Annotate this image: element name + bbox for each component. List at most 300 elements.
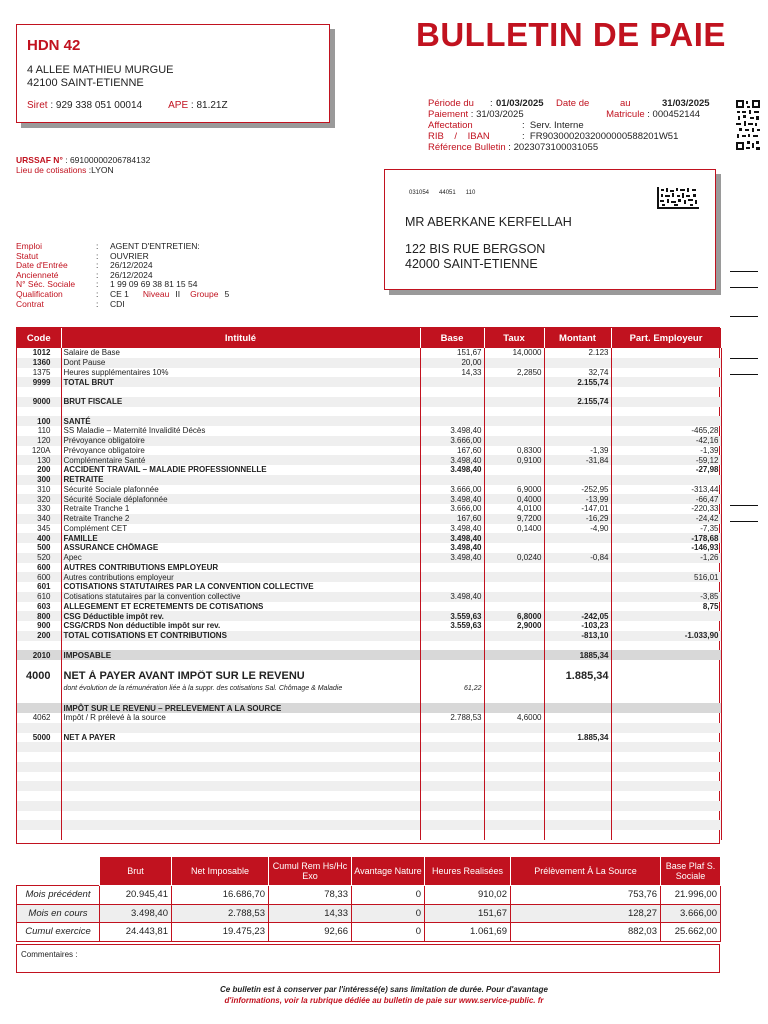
summary-cell: 14,33: [269, 904, 352, 923]
summary-cell: 0: [352, 923, 425, 942]
affectation-value: Serv. Interne: [529, 120, 584, 131]
table-cell-label: Autres contributions employeur: [61, 572, 420, 582]
table-cell-base: 3.498,40: [420, 553, 484, 563]
summary-cell: 753,76: [511, 886, 661, 905]
table-cell-code: 340: [17, 514, 61, 524]
employee-info-value: 26/12/2024: [110, 269, 153, 280]
table-cell-label: CSG/CRDS Non déductible impôt sur rev.: [61, 621, 420, 631]
table-cell-taux: 6,8000: [484, 611, 544, 621]
table-cell-emp: [611, 713, 721, 723]
employer-address-line2: 42100 SAINT-ETIENNE: [27, 77, 144, 89]
table-cell-code: 600: [17, 563, 61, 573]
siret: Siret : 929 338 051 00014: [27, 100, 143, 111]
table-cell-montant: [544, 358, 611, 368]
table-row: [17, 582, 721, 592]
table-row: [17, 781, 721, 791]
employee-info-label: Statut: [16, 250, 39, 261]
rib-label: RIB / IBAN: [428, 131, 490, 142]
table-cell-montant: 1.885,34: [544, 670, 611, 684]
summary-row-label: Cumul exercice: [17, 923, 100, 942]
table-header-cell: Part. Employeur: [611, 328, 721, 348]
table-cell-montant: -16,29: [544, 514, 611, 524]
table-cell-emp: [611, 387, 721, 397]
table-cell-base: 3.498,40: [420, 592, 484, 602]
table-cell-taux: [484, 631, 544, 641]
table-cell-code: 400: [17, 533, 61, 543]
margin-tick: [730, 271, 758, 272]
table-cell-code: [17, 684, 61, 694]
table-cell-code: [17, 742, 61, 752]
table-row: [17, 723, 721, 733]
summary-cell: 21.996,00: [661, 886, 721, 905]
table-cell-emp: -1,26: [611, 553, 721, 563]
table-cell-montant: 2.155,74: [544, 397, 611, 407]
table-cell-emp: -146,93: [611, 543, 721, 553]
table-cell-emp: [611, 397, 721, 407]
table-cell-code: 110: [17, 426, 61, 436]
table-cell-montant: -31,84: [544, 455, 611, 465]
table-cell-taux: [484, 407, 544, 417]
table-row: [17, 572, 721, 582]
niveau-value: II: [175, 288, 181, 299]
niveau-label: Niveau: [142, 288, 170, 299]
table-cell-taux: [484, 723, 544, 733]
table-cell-montant: -813,10: [544, 631, 611, 641]
table-cell-montant: [544, 416, 611, 426]
table-cell-label: [61, 762, 420, 772]
table-row: [17, 553, 721, 563]
table-cell-taux: [484, 660, 544, 670]
table-row: [17, 485, 721, 495]
summary-cell: 3.666,00: [661, 904, 721, 923]
footer-line2: d'informations, voir la rubrique dédiée au bulletin de paie sur www.service-public. fr: [224, 996, 544, 1005]
table-cell-emp: [611, 660, 721, 670]
table-cell-code: [17, 703, 61, 713]
table-cell-taux: [484, 830, 544, 840]
table-cell-taux: [484, 416, 544, 426]
employee-info-value: CDI: [110, 298, 125, 309]
table-cell-label: IMPÔT SUR LE REVENU – PRELEVEMENT A LA SOURCE: [61, 703, 420, 713]
table-cell-code: [17, 723, 61, 733]
table-cell-label: Retraite Tranche 2: [61, 514, 420, 524]
table-cell-taux: [484, 694, 544, 704]
recipient-address-line1: 122 BIS RUE BERGSON: [405, 242, 546, 256]
table-cell-montant: [544, 465, 611, 475]
affectation-row: Affectation : Serv. Interne: [428, 120, 584, 131]
ape-label: APE: [168, 100, 189, 111]
table-cell-code: 120A: [17, 446, 61, 456]
period-label: Période du: [428, 98, 474, 109]
table-cell-code: 900: [17, 621, 61, 631]
table-header-cell: Intitulé: [61, 328, 420, 348]
table-cell-base: [420, 752, 484, 762]
period-block: [428, 98, 720, 153]
table-cell-code: 100: [17, 416, 61, 426]
table-cell-montant: [544, 684, 611, 694]
summary-table: [16, 856, 720, 942]
table-cell-code: 300: [17, 475, 61, 485]
table-cell-base: 167,60: [420, 446, 484, 456]
table-cell-base: [420, 801, 484, 811]
table-cell-taux: [484, 543, 544, 553]
table-cell-base: [420, 670, 484, 684]
table-cell-label: [61, 742, 420, 752]
employer-box: [16, 24, 330, 123]
table-cell-code: [17, 694, 61, 704]
table-cell-montant: -0,84: [544, 553, 611, 563]
table-cell-base: 3.666,00: [420, 436, 484, 446]
table-cell-emp: -465,28: [611, 426, 721, 436]
table-cell-base: [420, 791, 484, 801]
table-cell-taux: [484, 733, 544, 743]
table-cell-code: 130: [17, 455, 61, 465]
table-cell-base: [420, 387, 484, 397]
table-cell-base: [420, 407, 484, 417]
table-cell-code: 1012: [17, 348, 61, 358]
payslip-table: [16, 327, 720, 844]
table-cell-base: 3.498,40: [420, 543, 484, 553]
table-cell-base: 3.666,00: [420, 504, 484, 514]
comments-label: Commentaires :: [21, 950, 78, 959]
table-cell-taux: [484, 572, 544, 582]
table-cell-code: 1375: [17, 368, 61, 378]
table-cell-emp: 8,75: [611, 602, 721, 612]
table-cell-base: [420, 563, 484, 573]
table-cell-emp: 516,01: [611, 572, 721, 582]
table-cell-montant: -252,95: [544, 485, 611, 495]
table-cell-code: 200: [17, 631, 61, 641]
table-cell-code: 2010: [17, 650, 61, 660]
table-cell-taux: 0,0240: [484, 553, 544, 563]
table-cell-label: [61, 801, 420, 811]
table-row: [17, 650, 721, 660]
table-row: [17, 446, 721, 456]
table-cell-label: [61, 811, 420, 821]
table-cell-montant: [544, 830, 611, 840]
table-cell-taux: [484, 641, 544, 651]
table-cell-label: Complémentaire Santé: [61, 455, 420, 465]
table-row: [17, 820, 721, 830]
table-cell-base: [420, 762, 484, 772]
table-cell-code: 603: [17, 602, 61, 612]
colon: :: [96, 288, 99, 299]
table-header-cell: Base: [420, 328, 484, 348]
table-cell-montant: [544, 781, 611, 791]
table-row: [17, 436, 721, 446]
table-cell-taux: [484, 436, 544, 446]
table-cell-code: 600: [17, 572, 61, 582]
table-cell-label: [61, 641, 420, 651]
table-cell-montant: [544, 752, 611, 762]
table-cell-code: 610: [17, 592, 61, 602]
employer-ids: [27, 100, 319, 111]
table-cell-emp: [611, 407, 721, 417]
table-cell-emp: [611, 416, 721, 426]
recipient-address-line2: 42000 SAINT-ETIENNE: [405, 257, 538, 271]
table-row: [17, 533, 721, 543]
table-cell-montant: -4,90: [544, 524, 611, 534]
table-cell-code: 5000: [17, 733, 61, 743]
colon: :: [96, 269, 99, 280]
table-cell-montant: [544, 791, 611, 801]
table-row: [17, 416, 721, 426]
employer-address: [27, 64, 319, 90]
table-row: [17, 791, 721, 801]
table-cell-code: [17, 407, 61, 417]
table-cell-base: 20,00: [420, 358, 484, 368]
routing-code-1: 031054: [409, 190, 430, 196]
table-cell-label: Prévoyance obligatoire: [61, 436, 420, 446]
table-cell-taux: [484, 772, 544, 782]
table-cell-code: [17, 801, 61, 811]
table-cell-montant: 2.123: [544, 348, 611, 358]
table-cell-taux: [484, 801, 544, 811]
table-cell-emp: -42,16: [611, 436, 721, 446]
ape-value: 81.21Z: [196, 100, 228, 111]
employee-info-row: [16, 300, 229, 310]
table-cell-base: [420, 475, 484, 485]
table-cell-label: Apec: [61, 553, 420, 563]
table-cell-label: Sécurité Sociale déplafonnée: [61, 494, 420, 504]
recipient: [405, 215, 572, 272]
employee-info-label: Contrat: [16, 298, 44, 309]
table-cell-base: [420, 781, 484, 791]
table-cell-code: [17, 811, 61, 821]
table-cell-code: 4000: [17, 670, 61, 684]
table-cell-base: 14,33: [420, 368, 484, 378]
table-cell-label: [61, 820, 420, 830]
table-cell-emp: [611, 684, 721, 694]
table-cell-taux: [484, 377, 544, 387]
table-cell-label: COTISATIONS STATUTAIRES PAR LA CONVENTION COLLECTIVE: [61, 582, 420, 592]
document-title: BULLETIN DE PAIE: [416, 16, 726, 53]
table-cell-base: [420, 377, 484, 387]
table-cell-label: TOTAL COTISATIONS ET CONTRIBUTIONS: [61, 631, 420, 641]
colon: :: [96, 241, 99, 251]
table-cell-taux: 4,6000: [484, 713, 544, 723]
table-cell-label: [61, 791, 420, 801]
table-cell-code: [17, 387, 61, 397]
table-cell-emp: [611, 762, 721, 772]
table-cell-taux: 6,9000: [484, 485, 544, 495]
table-cell-base: [420, 582, 484, 592]
employee-info-label: Emploi: [16, 241, 42, 251]
table-cell-montant: 32,74: [544, 368, 611, 378]
table-cell-montant: [544, 713, 611, 723]
table-cell-montant: [544, 387, 611, 397]
table-cell-label: [61, 407, 420, 417]
summary-cell: 2.788,53: [172, 904, 269, 923]
table-cell-label: ASSURANCE CHÔMAGE: [61, 543, 420, 553]
table-cell-label: [61, 781, 420, 791]
summary-cell: 92,66: [269, 923, 352, 942]
table-cell-montant: [544, 563, 611, 573]
table-cell-montant: [544, 407, 611, 417]
siret-value: 929 338 051 00014: [55, 100, 143, 111]
table-row: [17, 713, 721, 723]
table-cell-montant: -13,99: [544, 494, 611, 504]
table-row: [17, 543, 721, 553]
table-row: [17, 407, 721, 417]
table-cell-taux: [484, 781, 544, 791]
table-cell-taux: 9,7200: [484, 514, 544, 524]
margin-tick: [730, 358, 758, 359]
routing-code-3: 110: [465, 190, 476, 196]
table-cell-emp: [611, 641, 721, 651]
table-cell-label: [61, 694, 420, 704]
table-row: [17, 801, 721, 811]
table-row: [17, 772, 721, 782]
employer-name: HDN 42: [27, 37, 81, 54]
table-cell-emp: -59,12: [611, 455, 721, 465]
summary-cell: 3.498,40: [100, 904, 172, 923]
table-row: [17, 742, 721, 752]
table-row: [17, 358, 721, 368]
table-cell-label: Complément CET: [61, 524, 420, 534]
table-cell-base: [420, 650, 484, 660]
table-cell-base: 3.559,63: [420, 611, 484, 621]
matricule-value: 000452144: [652, 109, 701, 120]
table-cell-montant: -147,01: [544, 504, 611, 514]
table-cell-code: 4062: [17, 713, 61, 723]
table-cell-emp: [611, 358, 721, 368]
table-row: [17, 733, 721, 743]
table-cell-base: 3.498,40: [420, 426, 484, 436]
table-row: [17, 602, 721, 612]
colon: :: [96, 260, 99, 271]
iban-value: FR9030002032000000588201W51: [529, 131, 679, 142]
table-cell-emp: [611, 703, 721, 713]
table-cell-label: TOTAL BRUT: [61, 377, 420, 387]
payment-date: 31/03/2025: [476, 109, 524, 120]
payment-row: Paiement : 31/03/2025 Matricule : 000452144: [428, 109, 701, 120]
employee-info-value: 1 99 09 69 38 81 15 54: [110, 279, 198, 290]
table-cell-taux: [484, 703, 544, 713]
table-cell-base: 3.559,63: [420, 621, 484, 631]
table-row: [17, 397, 721, 407]
summary-cell: 882,03: [511, 923, 661, 942]
table-cell-base: 3.666,00: [420, 485, 484, 495]
period-row: Période du : 01/03/2025 Date de au 31/03/2025: [428, 98, 710, 109]
table-cell-taux: 0,8300: [484, 446, 544, 456]
au-label: au: [620, 98, 631, 109]
table-cell-emp: [611, 475, 721, 485]
table-cell-montant: [544, 694, 611, 704]
table-header-cell: Code: [17, 328, 61, 348]
table-cell-base: [420, 820, 484, 830]
table-cell-montant: -242,05: [544, 611, 611, 621]
table-cell-code: [17, 660, 61, 670]
table-cell-label: Sécurité Sociale plafonnée: [61, 485, 420, 495]
table-cell-montant: 1885,34: [544, 650, 611, 660]
table-cell-taux: 2,9000: [484, 621, 544, 631]
table-cell-taux: 2,2850: [484, 368, 544, 378]
table-cell-code: [17, 641, 61, 651]
table-cell-taux: 0,1400: [484, 524, 544, 534]
table-cell-taux: [484, 742, 544, 752]
table-cell-code: [17, 772, 61, 782]
summary-row-label: Mois en cours: [17, 904, 100, 923]
table-cell-code: 9999: [17, 377, 61, 387]
summary-cell: 25.662,00: [661, 923, 721, 942]
table-cell-code: 500: [17, 543, 61, 553]
table-header-cell: Montant: [544, 328, 611, 348]
comments-box: [16, 944, 720, 973]
table-cell-base: 3.498,40: [420, 524, 484, 534]
table-cell-montant: [544, 475, 611, 485]
table-row: [17, 348, 721, 358]
table-cell-base: 61,22: [420, 684, 484, 694]
payment-label: Paiement: [428, 109, 469, 120]
table-cell-emp: -313,44: [611, 485, 721, 495]
table-row: [17, 494, 721, 504]
table-cell-code: 120: [17, 436, 61, 446]
table-cell-emp: [611, 820, 721, 830]
summary-cell: 16.686,70: [172, 886, 269, 905]
margin-tick: [730, 505, 758, 506]
table-cell-emp: [611, 650, 721, 660]
table-cell-base: [420, 694, 484, 704]
table-row: [17, 611, 721, 621]
table-cell-taux: [484, 387, 544, 397]
colon: :: [96, 298, 99, 309]
table-row: [17, 762, 721, 772]
table-cell-base: 3.498,40: [420, 455, 484, 465]
table-header-cell: Taux: [484, 328, 544, 348]
siret-label: Siret: [27, 100, 48, 111]
summary-cell: 24.443,81: [100, 923, 172, 942]
table-cell-label: dont évolution de la rémunération liée à la suppr. des cotisations Sal. Chômage & Maladie: [61, 684, 420, 694]
table-cell-taux: [484, 592, 544, 602]
margin-tick: [730, 316, 758, 317]
summary-header-cell: Brut: [100, 857, 172, 886]
table-row: [17, 660, 721, 670]
table-row: [17, 811, 721, 821]
table-cell-montant: [544, 811, 611, 821]
table-cell-code: 800: [17, 611, 61, 621]
table-cell-emp: [611, 348, 721, 358]
table-cell-montant: [544, 772, 611, 782]
summary-header-cell: Avantage Nature: [352, 857, 425, 886]
table-cell-montant: [544, 820, 611, 830]
table-cell-emp: -66,47: [611, 494, 721, 504]
table-row: [17, 694, 721, 704]
table-cell-taux: [484, 563, 544, 573]
table-row: [17, 703, 721, 713]
summary-header-cell: Net Imposable: [172, 857, 269, 886]
table-cell-base: [420, 602, 484, 612]
table-cell-taux: [484, 791, 544, 801]
summary-cell: 1.061,69: [425, 923, 511, 942]
employee-info-label: Ancienneté: [16, 269, 59, 280]
ref-row: Référence Bulletin : 2023073100031055: [428, 142, 599, 153]
table-cell-base: [420, 723, 484, 733]
table-cell-emp: [611, 670, 721, 684]
table-cell-label: NET A PAYER: [61, 733, 420, 743]
table-cell-code: [17, 820, 61, 830]
ref-value: 2023073100031055: [513, 142, 599, 153]
table-cell-taux: [484, 762, 544, 772]
table-cell-taux: [484, 426, 544, 436]
table-cell-label: Retraite Tranche 1: [61, 504, 420, 514]
table-row: [17, 455, 721, 465]
summary-header-row: [17, 857, 721, 886]
table-cell-montant: [544, 543, 611, 553]
employee-info-value: AGENT D'ENTRETIEN:: [110, 241, 200, 251]
table-cell-base: [420, 830, 484, 840]
table-cell-base: [420, 397, 484, 407]
table-cell-label: ACCIDENT TRAVAIL – MALADIE PROFESSIONNELLE: [61, 465, 420, 475]
